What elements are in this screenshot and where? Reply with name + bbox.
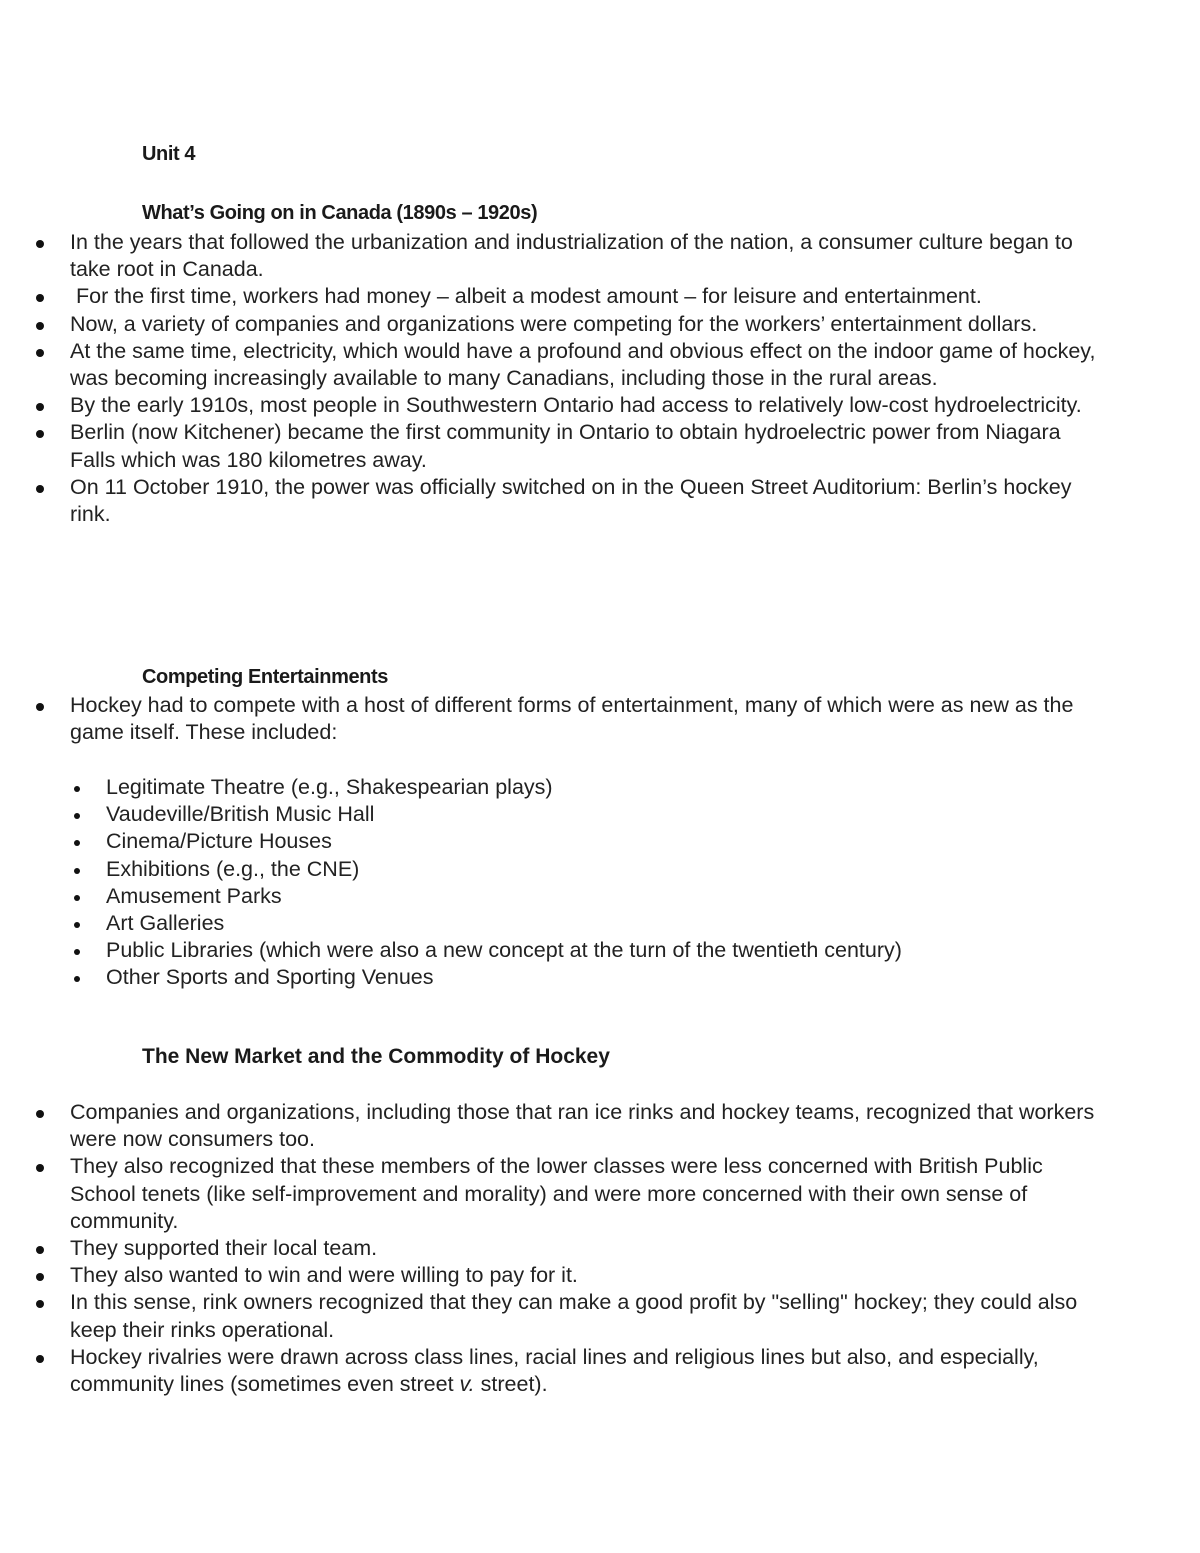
entertainments-list-wrap xyxy=(106,774,1102,992)
bullet-icon xyxy=(74,895,80,901)
bullet-icon xyxy=(36,1273,44,1281)
section-heading-canada: What’s Going on in Canada (1890s – 1920s) xyxy=(142,202,538,224)
list-item: Amusement Parks xyxy=(0,883,1102,910)
bullet-icon xyxy=(74,786,80,792)
page-title: Unit 4 xyxy=(142,143,196,165)
list-item: On 11 October 1910, the power was officially switched on in the Queen Street Auditorium: Berlin’s hockey rink. xyxy=(0,474,1102,528)
list-item: They also recognized that these members of the lower classes were less concerned with British Public School tenets (like self-improvement and morality) and were more concerned with their own sense of community. xyxy=(0,1153,1102,1235)
section-market-list-wrap xyxy=(70,1099,1102,1398)
bullet-icon xyxy=(36,1246,44,1254)
list-item: By the early 1910s, most people in Southwestern Ontario had access to relatively low-cost hydroelectricity. xyxy=(0,392,1102,419)
list-item: For the first time, workers had money – albeit a modest amount – for leisure and entertainment. xyxy=(0,283,1102,310)
list-item: Now, a variety of companies and organizations were competing for the workers’ entertainment dollars. xyxy=(0,311,1102,338)
list-item: In the years that followed the urbanization and industrialization of the nation, a consumer culture began to take root in Canada. xyxy=(0,229,1102,283)
section-canada-list-wrap xyxy=(70,229,1102,528)
bullet-icon xyxy=(36,294,44,302)
bullet-icon xyxy=(74,949,80,955)
list-item: They also wanted to win and were willing to pay for it. xyxy=(0,1262,1102,1289)
list-item: Hockey had to compete with a host of different forms of entertainment, many of which were as new as the game itself. These included: xyxy=(0,692,1102,746)
list-item: Art Galleries xyxy=(0,910,1102,937)
bullet-icon xyxy=(74,813,80,819)
bullet-icon xyxy=(36,430,44,438)
bullet-icon xyxy=(36,1355,44,1363)
section-competing-intro-wrap xyxy=(70,692,1102,746)
bullet-icon xyxy=(36,1300,44,1308)
list-item: They supported their local team. xyxy=(0,1235,1102,1262)
list-item: Other Sports and Sporting Venues xyxy=(0,964,1102,991)
bullet-icon xyxy=(36,322,44,330)
bullet-icon xyxy=(36,1110,44,1118)
list-item: Hockey rivalries were drawn across class lines, racial lines and religious lines but also, and especially, community lines (sometimes even street v. street). xyxy=(0,1344,1102,1398)
list-item: Legitimate Theatre (e.g., Shakespearian plays) xyxy=(0,774,1102,801)
section-heading-competing: Competing Entertainments xyxy=(142,666,388,688)
bullet-icon xyxy=(36,485,44,493)
section-competing-intro-list xyxy=(0,692,1102,746)
list-item: Cinema/Picture Houses xyxy=(0,828,1102,855)
section-canada-list xyxy=(0,229,1102,528)
list-item: Exhibitions (e.g., the CNE) xyxy=(0,856,1102,883)
list-item: Vaudeville/British Music Hall xyxy=(0,801,1102,828)
entertainments-list xyxy=(0,774,1102,992)
section-heading-market: The New Market and the Commodity of Hockey xyxy=(142,1045,610,1068)
bullet-icon xyxy=(36,1164,44,1172)
list-item: Public Libraries (which were also a new concept at the turn of the twentieth century) xyxy=(0,937,1102,964)
bullet-icon xyxy=(74,840,80,846)
bullet-icon xyxy=(36,403,44,411)
list-item: Berlin (now Kitchener) became the first community in Ontario to obtain hydroelectric power from Niagara Falls which was 180 kilometres away. xyxy=(0,419,1102,473)
list-item: At the same time, electricity, which would have a profound and obvious effect on the indoor game of hockey, was becoming increasingly available to many Canadians, including those in the rural areas. xyxy=(0,338,1102,392)
list-item: In this sense, rink owners recognized that they can make a good profit by "selling" hockey; they could also keep their rinks operational. xyxy=(0,1289,1102,1343)
bullet-icon xyxy=(74,922,80,928)
bullet-icon xyxy=(36,703,44,711)
bullet-icon xyxy=(74,976,80,982)
bullet-icon xyxy=(36,240,44,248)
section-market-list xyxy=(0,1099,1102,1398)
list-item: Companies and organizations, including those that ran ice rinks and hockey teams, recognized that workers were now consumers too. xyxy=(0,1099,1102,1153)
bullet-icon xyxy=(36,349,44,357)
bullet-icon xyxy=(74,868,80,874)
